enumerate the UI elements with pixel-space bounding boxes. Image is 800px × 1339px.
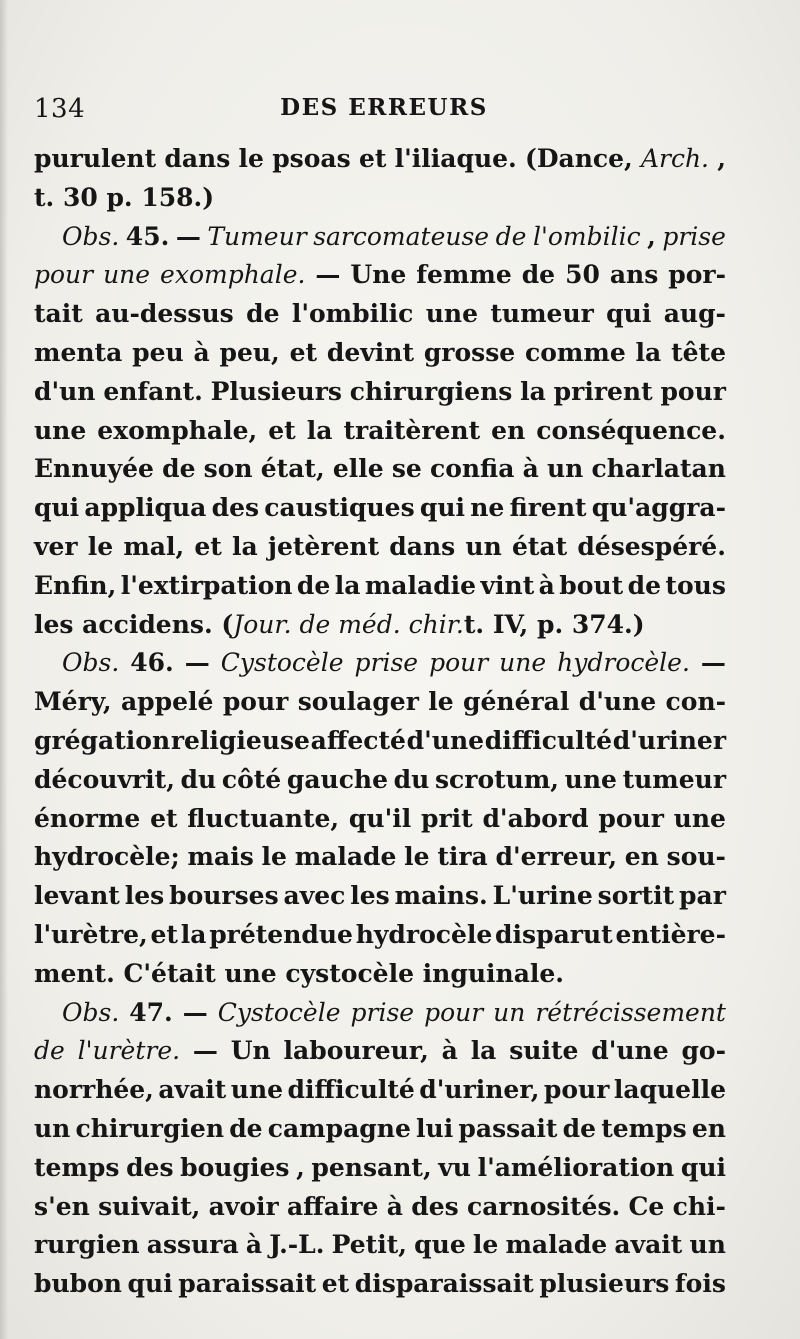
word: pour bbox=[598, 803, 664, 833]
word: entière- bbox=[615, 919, 726, 949]
word: prise bbox=[350, 997, 415, 1027]
word: la bbox=[520, 376, 546, 406]
word: que bbox=[414, 1230, 466, 1260]
word: énorme bbox=[34, 803, 141, 833]
word: une bbox=[564, 764, 617, 794]
word: hydrocèle; bbox=[34, 842, 180, 872]
word: bourses bbox=[169, 881, 279, 911]
word: une bbox=[425, 299, 478, 329]
word: , bbox=[717, 144, 726, 173]
word: à bbox=[193, 337, 210, 367]
word: l'urètre. bbox=[77, 1036, 181, 1066]
word: paraissait bbox=[178, 1269, 317, 1299]
word: temps bbox=[601, 1113, 687, 1143]
word: traitèrent bbox=[343, 415, 481, 445]
word: Une bbox=[350, 260, 407, 290]
word: soulager bbox=[297, 687, 419, 717]
word: Un bbox=[230, 1036, 271, 1066]
word: de bbox=[34, 1036, 65, 1066]
word: un bbox=[546, 454, 584, 484]
word: conséquence. bbox=[536, 415, 726, 445]
word: et bbox=[150, 919, 178, 949]
word: grégation bbox=[34, 725, 171, 755]
word: tumeur bbox=[490, 299, 594, 329]
word: confia bbox=[429, 454, 515, 484]
word: levant bbox=[34, 881, 120, 911]
text-line bbox=[34, 489, 726, 528]
word: gauche bbox=[286, 764, 389, 794]
word: suivait, bbox=[98, 1191, 201, 1221]
word: rurgien bbox=[34, 1230, 140, 1260]
word: vu bbox=[438, 1152, 471, 1182]
text-line bbox=[34, 644, 726, 683]
word: l'ombilic bbox=[291, 299, 414, 329]
text-line bbox=[34, 1265, 726, 1304]
running-head: DES ERREURS bbox=[280, 94, 488, 121]
word: l'extirpation bbox=[120, 570, 293, 600]
text-line bbox=[34, 295, 726, 334]
word: la bbox=[635, 337, 662, 367]
text-line bbox=[34, 1149, 726, 1188]
word: des bbox=[211, 493, 260, 523]
word: peu, bbox=[219, 337, 280, 367]
word: et bbox=[150, 803, 178, 833]
word: le bbox=[87, 531, 114, 561]
word: les accidens. ( bbox=[34, 609, 234, 639]
word: 50 bbox=[565, 260, 600, 290]
word: une bbox=[34, 415, 87, 445]
word: l'ombilic bbox=[532, 221, 641, 251]
word: maladie bbox=[364, 570, 477, 600]
word: bout bbox=[559, 570, 624, 600]
word: difficulté bbox=[484, 725, 613, 755]
word: en bbox=[491, 415, 526, 445]
word: pour bbox=[222, 687, 289, 717]
word: 47. bbox=[129, 997, 173, 1027]
word: Obs. bbox=[62, 221, 120, 251]
word: disparut bbox=[495, 919, 613, 949]
word: (Dance, bbox=[524, 144, 633, 173]
word: l'urètre, bbox=[34, 919, 148, 949]
word: de bbox=[229, 1113, 263, 1143]
word: go- bbox=[681, 1036, 726, 1066]
word: désespéré. bbox=[577, 531, 726, 561]
word: de bbox=[296, 570, 331, 600]
word: un bbox=[465, 531, 502, 561]
word: hydrocèle bbox=[355, 919, 493, 949]
word: — bbox=[182, 997, 208, 1027]
word: et bbox=[289, 337, 318, 367]
word: temps bbox=[34, 1152, 120, 1182]
word: femme bbox=[416, 260, 512, 290]
word: psoas bbox=[272, 144, 351, 173]
word: à bbox=[441, 1036, 458, 1066]
word: ans bbox=[609, 260, 659, 290]
word: d'uriner, bbox=[419, 1075, 540, 1105]
text-line bbox=[34, 916, 726, 955]
word: de bbox=[495, 221, 527, 251]
word: de bbox=[521, 260, 556, 290]
word: — bbox=[184, 648, 210, 678]
text-line bbox=[34, 1188, 726, 1227]
word: lui bbox=[416, 1113, 454, 1143]
word: con- bbox=[665, 687, 726, 717]
word: Obs. bbox=[62, 997, 120, 1027]
text-line bbox=[34, 1071, 726, 1110]
word: dans bbox=[164, 144, 231, 173]
word: prit bbox=[420, 803, 473, 833]
word: bubon bbox=[34, 1269, 122, 1299]
word: en bbox=[624, 842, 659, 872]
word: côté bbox=[221, 764, 282, 794]
word: ne bbox=[470, 493, 505, 523]
word: pour bbox=[543, 1075, 610, 1105]
word: de bbox=[562, 1113, 597, 1143]
word: scrotum, bbox=[434, 764, 560, 794]
word: por- bbox=[668, 260, 726, 290]
word: d'un bbox=[34, 376, 96, 406]
word: — bbox=[175, 221, 201, 251]
text-line bbox=[34, 838, 726, 877]
word: , bbox=[647, 221, 656, 251]
word: un bbox=[34, 1113, 71, 1143]
word: à bbox=[538, 570, 555, 600]
word: appliqua bbox=[84, 493, 207, 523]
word: 46. bbox=[130, 648, 174, 678]
word: d'une bbox=[406, 725, 485, 755]
word: la bbox=[334, 570, 361, 600]
word: ver bbox=[34, 531, 78, 561]
text-line bbox=[34, 955, 726, 994]
word: pour bbox=[34, 260, 94, 290]
text-line bbox=[34, 140, 726, 179]
word: qui bbox=[419, 493, 466, 523]
word: qu'il bbox=[348, 803, 412, 833]
word: exomphale. bbox=[160, 260, 306, 290]
word: les bbox=[124, 881, 165, 911]
word: t. IV, p. 374.) bbox=[463, 609, 645, 639]
word: suite bbox=[509, 1036, 579, 1066]
word: Cystocèle bbox=[220, 648, 344, 678]
word: son bbox=[203, 454, 253, 484]
word: difficulté bbox=[287, 1075, 415, 1105]
word: d'abord bbox=[482, 803, 589, 833]
word: tête bbox=[671, 337, 726, 367]
word: et bbox=[321, 1269, 350, 1299]
text-line bbox=[34, 994, 726, 1033]
word: qui bbox=[34, 493, 80, 523]
text-line bbox=[34, 373, 726, 412]
word: Tumeur bbox=[207, 221, 307, 251]
word: dans bbox=[389, 531, 456, 561]
word: état bbox=[511, 531, 568, 561]
word: à bbox=[245, 1230, 263, 1260]
word: le bbox=[428, 687, 454, 717]
word: avait bbox=[614, 1230, 683, 1260]
word: chi- bbox=[672, 1191, 726, 1221]
word: une bbox=[103, 260, 151, 290]
word: Jour. de méd. chir. bbox=[233, 609, 464, 639]
text-line bbox=[34, 334, 726, 373]
word: s'en bbox=[34, 1191, 90, 1221]
word: état, bbox=[260, 454, 325, 484]
word: une bbox=[673, 803, 726, 833]
word: aug- bbox=[663, 299, 726, 329]
text-line bbox=[34, 218, 726, 257]
word: enfant. bbox=[103, 376, 203, 406]
word: avec bbox=[283, 881, 346, 911]
word: chirurgiens bbox=[349, 376, 513, 406]
word: affecté bbox=[310, 725, 406, 755]
word: tait bbox=[34, 299, 83, 329]
text-line bbox=[34, 179, 726, 218]
word: devint bbox=[326, 337, 414, 367]
word: bougies bbox=[180, 1152, 290, 1182]
word: qui bbox=[680, 1152, 726, 1182]
word: une bbox=[230, 1075, 284, 1105]
word: la bbox=[180, 919, 207, 949]
text-line bbox=[34, 800, 726, 839]
word: peu bbox=[132, 337, 184, 367]
text-line bbox=[34, 256, 726, 295]
word: prétendue bbox=[209, 919, 353, 949]
word: qui bbox=[127, 1269, 173, 1299]
word: découvrit, bbox=[34, 764, 175, 794]
word: d'erreur, bbox=[495, 842, 618, 872]
text-line bbox=[34, 1032, 726, 1071]
word: le bbox=[404, 842, 430, 872]
word: mais bbox=[187, 842, 254, 872]
word: la bbox=[232, 531, 258, 561]
word: se bbox=[391, 454, 422, 484]
word: la bbox=[470, 1036, 497, 1066]
word: malade bbox=[505, 1230, 608, 1260]
text-line bbox=[34, 412, 726, 451]
word: L'urine bbox=[492, 881, 593, 911]
word: pour bbox=[660, 376, 726, 406]
word: tira bbox=[437, 842, 488, 872]
word: les bbox=[350, 881, 390, 911]
word: avoir bbox=[208, 1191, 279, 1221]
word: religieuse bbox=[170, 725, 310, 755]
word: Petit, bbox=[331, 1230, 407, 1260]
word: et bbox=[194, 531, 222, 561]
word: caustiques bbox=[264, 493, 415, 523]
word: campagne bbox=[267, 1113, 411, 1143]
word: comme bbox=[525, 337, 626, 367]
word: Méry, bbox=[34, 687, 112, 717]
word: hydrocèle. bbox=[557, 648, 690, 678]
word: mal, bbox=[123, 531, 185, 561]
word: charlatan bbox=[591, 454, 726, 484]
word: de bbox=[627, 570, 661, 600]
word: fluctuante, bbox=[187, 803, 340, 833]
page-number: 134 bbox=[34, 94, 86, 124]
word: norrhée, bbox=[34, 1075, 154, 1105]
word: 45. bbox=[125, 221, 170, 251]
text-line bbox=[34, 450, 726, 489]
word: pour bbox=[424, 997, 484, 1027]
word: appelé bbox=[120, 687, 214, 717]
page-header bbox=[34, 94, 734, 134]
word: du bbox=[393, 764, 430, 794]
word: — bbox=[192, 1036, 218, 1066]
word: Arch. bbox=[640, 144, 709, 173]
word: et bbox=[358, 144, 387, 173]
word: carnosités. bbox=[466, 1191, 621, 1221]
text-line bbox=[34, 683, 726, 722]
word: firent bbox=[509, 493, 587, 523]
word: un bbox=[493, 997, 526, 1027]
word: vint bbox=[480, 570, 535, 600]
word: un bbox=[689, 1230, 726, 1260]
word: passait bbox=[458, 1113, 558, 1143]
word: J.-L. bbox=[269, 1230, 325, 1260]
word: l'amélioration bbox=[477, 1152, 675, 1182]
word: la bbox=[306, 415, 333, 445]
body-text bbox=[34, 140, 726, 1304]
word: laboureur, bbox=[283, 1036, 429, 1066]
word: rétrécissement bbox=[535, 997, 726, 1027]
word: par bbox=[679, 881, 726, 911]
word: une bbox=[499, 648, 547, 678]
text-line bbox=[34, 528, 726, 567]
word: à bbox=[522, 454, 539, 484]
word: assura bbox=[146, 1230, 239, 1260]
word: avait bbox=[158, 1075, 227, 1105]
text-line bbox=[34, 722, 726, 761]
word: et bbox=[268, 415, 296, 445]
word: — bbox=[700, 648, 726, 678]
word: le bbox=[472, 1230, 499, 1260]
word: menta bbox=[34, 337, 123, 367]
word: d'une bbox=[591, 1036, 669, 1066]
word: qu'aggra- bbox=[591, 493, 726, 523]
word: de bbox=[162, 454, 196, 484]
word: des bbox=[411, 1191, 459, 1221]
page-edge-shadow bbox=[0, 0, 8, 1339]
word: grosse bbox=[423, 337, 516, 367]
word: t. 30 p. 158.) bbox=[34, 182, 215, 212]
word: chirurgien bbox=[75, 1113, 225, 1143]
word: purulent bbox=[34, 144, 157, 173]
word: sou- bbox=[666, 842, 726, 872]
word: tous bbox=[665, 570, 726, 600]
word: tumeur bbox=[622, 764, 726, 794]
word: prise bbox=[354, 648, 419, 678]
text-line bbox=[34, 606, 726, 645]
word: à bbox=[386, 1191, 403, 1221]
text-line bbox=[34, 1110, 726, 1149]
word: qui bbox=[606, 299, 652, 329]
word: pensant, bbox=[311, 1152, 432, 1182]
word: plusieurs bbox=[539, 1269, 670, 1299]
word: fois bbox=[674, 1269, 726, 1299]
word: Plusieurs bbox=[210, 376, 342, 406]
word: malade bbox=[294, 842, 397, 872]
word: Ennuyée bbox=[34, 454, 154, 484]
word: Ce bbox=[628, 1191, 665, 1221]
word: prirent bbox=[553, 376, 653, 406]
word: — bbox=[315, 260, 341, 290]
text-line bbox=[34, 761, 726, 800]
text-line bbox=[34, 567, 726, 606]
word: pour bbox=[429, 648, 489, 678]
word: général bbox=[463, 687, 570, 717]
word: exomphale, bbox=[97, 415, 258, 445]
word: sarcomateuse bbox=[313, 221, 490, 251]
word: du bbox=[180, 764, 217, 794]
word: l'iliaque. bbox=[394, 144, 517, 173]
word: Obs. bbox=[62, 648, 120, 678]
word: Cystocèle bbox=[217, 997, 341, 1027]
word: Enfin, bbox=[34, 570, 117, 600]
word: prise bbox=[662, 221, 726, 251]
word: d'une bbox=[578, 687, 657, 717]
text-line bbox=[34, 1226, 726, 1265]
word: affaire bbox=[286, 1191, 379, 1221]
word: d'uriner bbox=[612, 725, 726, 755]
word: en bbox=[691, 1113, 726, 1143]
word: le bbox=[261, 842, 287, 872]
word: laquelle bbox=[613, 1075, 726, 1105]
word: jetèrent bbox=[267, 531, 380, 561]
word: au-dessus bbox=[95, 299, 234, 329]
word: sortit bbox=[597, 881, 675, 911]
word: le bbox=[238, 144, 264, 173]
word: disparaissait bbox=[354, 1269, 534, 1299]
word: elle bbox=[332, 454, 384, 484]
word: de bbox=[246, 299, 280, 329]
word: ment. C'était une cystocèle inguinale. bbox=[34, 958, 564, 988]
word: des bbox=[126, 1152, 174, 1182]
word: , bbox=[296, 1152, 305, 1182]
text-line bbox=[34, 877, 726, 916]
word: mains. bbox=[394, 881, 488, 911]
